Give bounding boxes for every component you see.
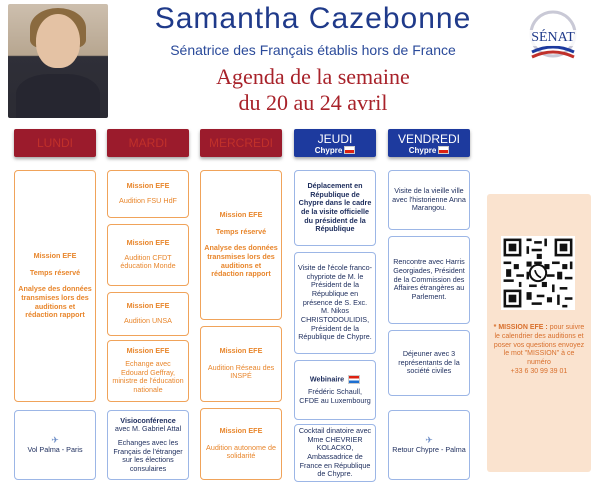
- airplane-icon: ✈: [425, 435, 433, 446]
- qr-note-text: pour suivre le calendrier des auditions et poser vos questions envoyez le mot "MISSION" à ce numéro: [493, 324, 585, 366]
- day-label: JEUDI: [317, 131, 353, 146]
- flag-icon: [348, 375, 360, 384]
- senator-subtitle: Sénatrice des Français établis hors de France: [170, 42, 456, 58]
- day-label: MERCREDI: [208, 136, 273, 150]
- event-title: Mission EFE: [219, 210, 263, 220]
- event-box: [107, 340, 189, 402]
- day-header-vendredi: [388, 129, 470, 157]
- event-title: Mission EFE: [219, 346, 263, 356]
- event-text: Audition CFDT éducation Monde: [120, 252, 176, 271]
- event-text: Cocktail dinatoire avec Mme CHEVRIER KOLACKO, Ambassadrice de France en République de Chypre.: [298, 426, 372, 479]
- event-box: [107, 170, 189, 218]
- event-text: Analyse des données transmises lors des auditions et rédaction rapport: [204, 243, 278, 279]
- day-location: Chypre: [314, 145, 343, 155]
- event-title: Visioconférence: [120, 415, 176, 425]
- qr-panel: [487, 194, 591, 472]
- event-title: Mission EFE: [126, 301, 170, 311]
- event-text: Visite de la vieille ville avec l'historienne Anna Marangou.: [392, 186, 466, 213]
- flag-icon: [438, 146, 449, 154]
- qr-code-icon[interactable]: [501, 236, 575, 310]
- senator-name: Samantha Cazebonne: [154, 2, 472, 35]
- qr-note-prefix: * MISSION EFE :: [493, 324, 548, 331]
- airplane-icon: ✈: [51, 435, 59, 446]
- day-header-mardi: [107, 129, 189, 157]
- event-box: [107, 224, 189, 286]
- event-box: [294, 170, 376, 246]
- event-text: Analyse des données transmises lors des auditions et rédaction rapport: [18, 284, 92, 320]
- event-text: Frédéric Schaull, CFDE au Luxembourg: [299, 386, 371, 405]
- event-text: Déjeuner avec 3 représentants de la société civiles: [398, 349, 460, 376]
- event-title: Mission EFE: [126, 346, 170, 356]
- senat-logo: [518, 6, 588, 70]
- event-box: [388, 330, 470, 396]
- event-box: [200, 170, 282, 320]
- event-box: [388, 410, 470, 480]
- event-text: Audition autonome de solidarité: [206, 442, 276, 461]
- event-text: Echange avec Edouard Geffray, ministre de l'éducation nationale: [112, 359, 184, 394]
- event-title: Mission EFE: [219, 426, 263, 436]
- event-box: [294, 252, 376, 354]
- event-box: [388, 236, 470, 324]
- day-label: VENDREDI: [397, 131, 460, 146]
- senat-logo-text: SÉNAT: [518, 30, 588, 46]
- senator-photo: [8, 4, 108, 118]
- event-subtitle: Temps réservé: [215, 226, 267, 236]
- event-title: Mission EFE: [126, 181, 170, 191]
- qr-note: [491, 324, 587, 377]
- flag-icon: [344, 146, 355, 154]
- event-text: Audition FSU HdF: [119, 196, 177, 205]
- event-subtitle: Temps réservé: [29, 267, 81, 277]
- day-label: MARDI: [128, 136, 168, 150]
- event-text: Vol Palma - Paris: [27, 445, 83, 455]
- day-label: LUNDI: [36, 136, 73, 150]
- event-box: [14, 410, 96, 480]
- qr-phone[interactable]: +33 6 30 99 39 01: [510, 367, 568, 375]
- event-title: Webinaire: [309, 374, 345, 384]
- event-subtitle: avec M. Gabriel Attal: [114, 424, 182, 434]
- event-box: [14, 170, 96, 402]
- event-box: [294, 424, 376, 482]
- event-box: [200, 408, 282, 480]
- event-box: [107, 410, 189, 480]
- day-header-mercredi: [200, 129, 282, 157]
- agenda-dates: du 20 au 24 avril: [238, 90, 388, 115]
- event-box: [107, 292, 189, 336]
- event-title: Mission EFE: [126, 238, 170, 248]
- event-text: Audition UNSA: [124, 316, 172, 325]
- agenda-title: Agenda de la semaine: [216, 64, 410, 89]
- day-header-jeudi: [294, 129, 376, 157]
- event-box: [294, 360, 376, 420]
- event-text: Rencontre avec Harris Georgiades, Président de la Commission des Affaires étrangères au Parlement.: [393, 257, 465, 301]
- event-box: [388, 170, 470, 230]
- event-title: Mission EFE: [33, 251, 77, 261]
- event-text: Retour Chypre - Palma: [392, 445, 466, 455]
- event-text: Déplacement en République de Chypre dans le cadre de la visite officielle du président de la République: [298, 181, 372, 234]
- event-text: Audition Réseau des INSPÉ: [207, 362, 275, 381]
- event-text: Echanges avec les Français de l'étranger sur les élections consulaires: [113, 437, 183, 473]
- event-box: [200, 326, 282, 402]
- event-text: Visite de l'école franco-chypriote de M. le Président de la République en présence de S. Exc. M. Nikos CHRISTODOULIDIS, Président de la République de Chypre.: [298, 263, 372, 342]
- day-location: Chypre: [408, 145, 437, 155]
- day-header-lundi: [14, 129, 96, 157]
